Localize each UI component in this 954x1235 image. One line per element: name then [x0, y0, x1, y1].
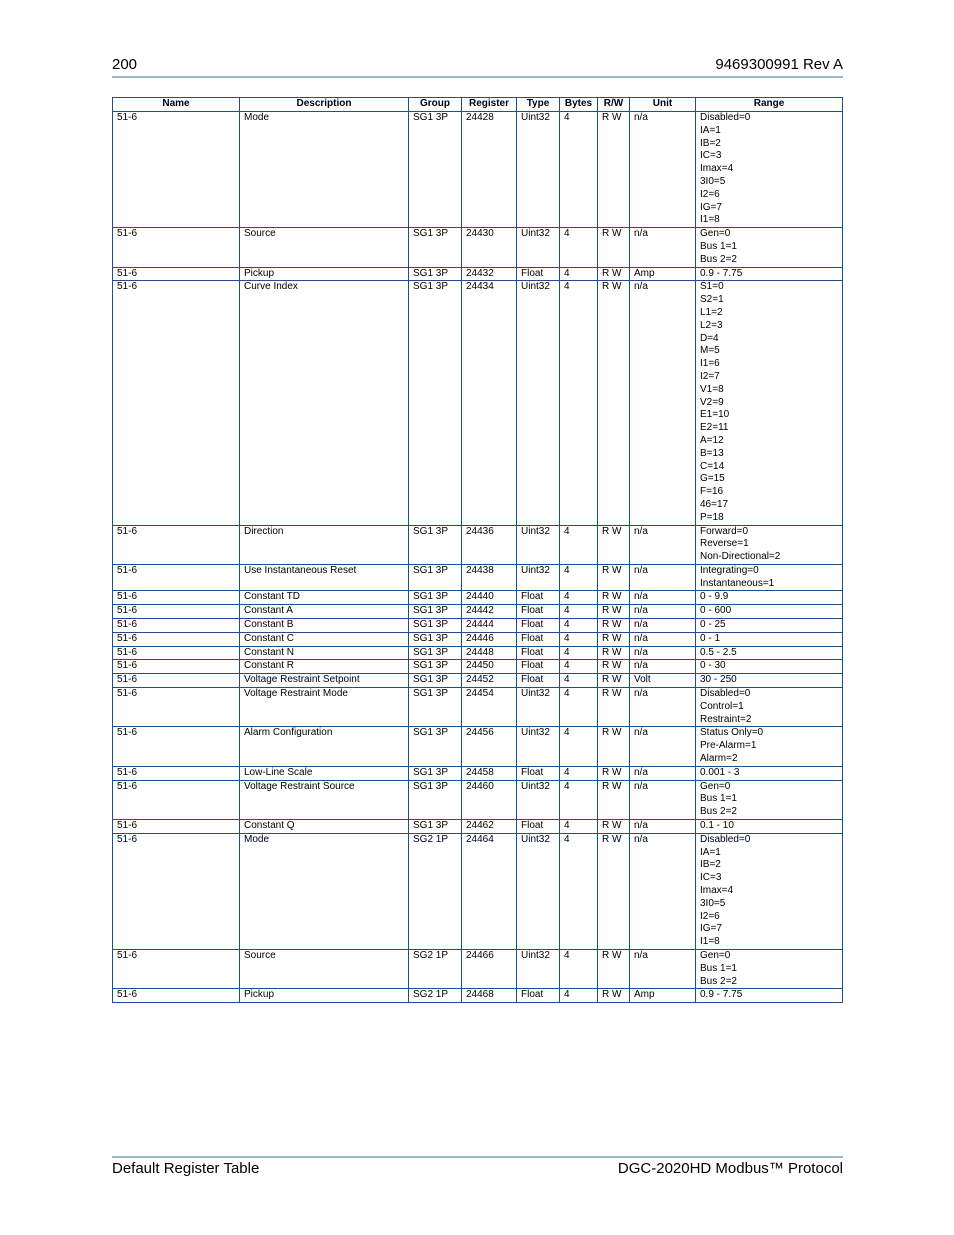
- cell-bytes: 4: [560, 525, 598, 564]
- range-value: 0.9 - 7.75: [700, 989, 743, 1001]
- range-value: V1=8: [700, 383, 724, 395]
- cell-unit: n/a: [630, 950, 696, 989]
- cell-range: [696, 727, 843, 766]
- cell-type: Float: [517, 989, 560, 1003]
- cell-rw: R W: [598, 989, 630, 1003]
- table-row: [113, 660, 843, 674]
- range-value: 3I0=5: [700, 175, 726, 187]
- range-value: G=15: [700, 473, 725, 485]
- cell-bytes: 4: [560, 619, 598, 633]
- cell-group: SG1 3P: [409, 660, 462, 674]
- register-table: [112, 97, 843, 1003]
- cell-range: [696, 989, 843, 1003]
- header-rule: [112, 76, 843, 78]
- range-value: IA=1: [700, 124, 721, 136]
- cell-register: 24466: [462, 950, 517, 989]
- range-value: 0 - 600: [700, 605, 732, 617]
- cell-type: Uint32: [517, 833, 560, 949]
- table-row: [113, 228, 843, 267]
- cell-unit: n/a: [630, 605, 696, 619]
- cell-bytes: 4: [560, 228, 598, 267]
- cell-type: Uint32: [517, 780, 560, 819]
- range-value: L2=3: [700, 319, 723, 331]
- column-header: Bytes: [560, 98, 598, 112]
- cell-range: [696, 833, 843, 949]
- range-value: IG=7: [700, 201, 722, 213]
- range-value: 46=17: [700, 498, 729, 510]
- page-number: 200: [112, 56, 138, 73]
- cell-type: Float: [517, 646, 560, 660]
- table-row: [113, 950, 843, 989]
- table-row: [113, 605, 843, 619]
- cell-range: [696, 525, 843, 564]
- cell-rw: R W: [598, 112, 630, 228]
- range-value: Imax=4: [700, 163, 734, 175]
- cell-range: [696, 564, 843, 591]
- cell-range: [696, 766, 843, 780]
- cell-name: 51-6: [113, 766, 240, 780]
- column-header: R/W: [598, 98, 630, 112]
- table-row: [113, 632, 843, 646]
- table-row: [113, 766, 843, 780]
- cell-bytes: 4: [560, 766, 598, 780]
- cell-rw: R W: [598, 525, 630, 564]
- range-value: F=16: [700, 486, 724, 498]
- cell-register: 24462: [462, 820, 517, 834]
- cell-name: 51-6: [113, 619, 240, 633]
- cell-description: Voltage Restraint Setpoint: [240, 674, 409, 688]
- range-value: E1=10: [700, 409, 730, 421]
- range-value: IA=1: [700, 846, 721, 858]
- cell-type: Float: [517, 605, 560, 619]
- range-value: S1=0: [700, 281, 724, 293]
- range-value: Bus 1=1: [700, 240, 737, 252]
- cell-unit: n/a: [630, 228, 696, 267]
- cell-type: Uint32: [517, 688, 560, 727]
- cell-register: 24436: [462, 525, 517, 564]
- cell-group: SG2 1P: [409, 833, 462, 949]
- cell-register: 24468: [462, 989, 517, 1003]
- cell-register: 24450: [462, 660, 517, 674]
- cell-type: Float: [517, 674, 560, 688]
- table-row: [113, 564, 843, 591]
- cell-register: 24432: [462, 267, 517, 281]
- page-footer: [112, 1160, 843, 1180]
- cell-group: SG1 3P: [409, 267, 462, 281]
- cell-name: 51-6: [113, 660, 240, 674]
- cell-name: 51-6: [113, 591, 240, 605]
- cell-type: Uint32: [517, 281, 560, 525]
- cell-name: 51-6: [113, 820, 240, 834]
- cell-name: 51-6: [113, 112, 240, 228]
- cell-type: Float: [517, 267, 560, 281]
- cell-type: Float: [517, 660, 560, 674]
- cell-register: 24430: [462, 228, 517, 267]
- cell-range: [696, 632, 843, 646]
- cell-register: 24428: [462, 112, 517, 228]
- range-value: A=12: [700, 434, 724, 446]
- cell-unit: Amp: [630, 989, 696, 1003]
- cell-description: Pickup: [240, 989, 409, 1003]
- cell-unit: n/a: [630, 619, 696, 633]
- cell-range: [696, 950, 843, 989]
- footer-section-title: Default Register Table: [112, 1160, 260, 1177]
- table-header-row: [113, 98, 843, 112]
- range-value: Disabled=0: [700, 112, 751, 123]
- cell-group: SG1 3P: [409, 780, 462, 819]
- cell-group: SG1 3P: [409, 632, 462, 646]
- range-value: 0.001 - 3: [700, 766, 740, 778]
- cell-range: [696, 660, 843, 674]
- cell-description: Constant B: [240, 619, 409, 633]
- table-row: [113, 281, 843, 525]
- cell-description: Direction: [240, 525, 409, 564]
- cell-register: 24438: [462, 564, 517, 591]
- cell-name: 51-6: [113, 525, 240, 564]
- cell-register: 24440: [462, 591, 517, 605]
- cell-register: 24442: [462, 605, 517, 619]
- range-value: 0.1 - 10: [700, 820, 734, 832]
- cell-bytes: 4: [560, 605, 598, 619]
- cell-bytes: 4: [560, 950, 598, 989]
- cell-description: Constant R: [240, 660, 409, 674]
- range-value: M=5: [700, 345, 720, 357]
- cell-group: SG1 3P: [409, 674, 462, 688]
- cell-range: [696, 281, 843, 525]
- cell-name: 51-6: [113, 564, 240, 591]
- cell-group: SG2 1P: [409, 989, 462, 1003]
- range-value: Control=1: [700, 700, 744, 712]
- cell-unit: n/a: [630, 688, 696, 727]
- cell-bytes: 4: [560, 660, 598, 674]
- range-value: I2=6: [700, 188, 720, 200]
- cell-unit: n/a: [630, 766, 696, 780]
- range-value: Non-Directional=2: [700, 551, 781, 563]
- cell-unit: n/a: [630, 820, 696, 834]
- range-value: 3I0=5: [700, 897, 726, 909]
- range-value: IB=2: [700, 859, 721, 871]
- column-header: Register: [462, 98, 517, 112]
- cell-group: SG2 1P: [409, 950, 462, 989]
- table-row: [113, 591, 843, 605]
- cell-bytes: 4: [560, 674, 598, 688]
- cell-rw: R W: [598, 950, 630, 989]
- range-value: I2=6: [700, 910, 720, 922]
- range-value: B=13: [700, 447, 724, 459]
- range-value: 0 - 25: [700, 619, 726, 631]
- cell-name: 51-6: [113, 267, 240, 281]
- cell-register: 24434: [462, 281, 517, 525]
- cell-range: [696, 646, 843, 660]
- cell-unit: n/a: [630, 564, 696, 591]
- cell-rw: R W: [598, 281, 630, 525]
- cell-register: 24444: [462, 619, 517, 633]
- range-value: Bus 1=1: [700, 962, 737, 974]
- cell-range: [696, 112, 843, 228]
- cell-name: 51-6: [113, 950, 240, 989]
- range-value: E2=11: [700, 422, 729, 434]
- column-header: Group: [409, 98, 462, 112]
- range-value: Reverse=1: [700, 538, 749, 550]
- range-value: IB=2: [700, 137, 721, 149]
- cell-bytes: 4: [560, 688, 598, 727]
- cell-bytes: 4: [560, 727, 598, 766]
- range-value: Instantaneous=1: [700, 577, 775, 589]
- cell-unit: n/a: [630, 281, 696, 525]
- cell-unit: Volt: [630, 674, 696, 688]
- cell-register: 24460: [462, 780, 517, 819]
- cell-description: Voltage Restraint Mode: [240, 688, 409, 727]
- cell-rw: R W: [598, 780, 630, 819]
- cell-name: 51-6: [113, 605, 240, 619]
- cell-group: SG1 3P: [409, 228, 462, 267]
- cell-rw: R W: [598, 591, 630, 605]
- cell-bytes: 4: [560, 632, 598, 646]
- footer-document-title: DGC-2020HD Modbus™ Protocol: [617, 1160, 843, 1177]
- range-value: Imax=4: [700, 885, 734, 897]
- cell-bytes: 4: [560, 820, 598, 834]
- cell-group: SG1 3P: [409, 766, 462, 780]
- cell-type: Float: [517, 632, 560, 646]
- range-value: I1=8: [700, 214, 720, 226]
- range-value: 0.5 - 2.5: [700, 646, 737, 658]
- cell-unit: n/a: [630, 780, 696, 819]
- cell-name: 51-6: [113, 674, 240, 688]
- cell-register: 24454: [462, 688, 517, 727]
- cell-rw: R W: [598, 766, 630, 780]
- cell-rw: R W: [598, 727, 630, 766]
- range-value: 0 - 9.9: [700, 591, 729, 603]
- range-value: S2=1: [700, 294, 724, 306]
- cell-type: Float: [517, 820, 560, 834]
- cell-description: Constant A: [240, 605, 409, 619]
- cell-register: 24456: [462, 727, 517, 766]
- cell-bytes: 4: [560, 267, 598, 281]
- cell-group: SG1 3P: [409, 525, 462, 564]
- cell-description: Voltage Restraint Source: [240, 780, 409, 819]
- range-value: Pre-Alarm=1: [700, 740, 757, 752]
- cell-unit: Amp: [630, 267, 696, 281]
- range-value: IC=3: [700, 150, 722, 162]
- cell-rw: R W: [598, 674, 630, 688]
- cell-register: 24458: [462, 766, 517, 780]
- cell-rw: R W: [598, 660, 630, 674]
- cell-bytes: 4: [560, 112, 598, 228]
- cell-description: Pickup: [240, 267, 409, 281]
- cell-bytes: 4: [560, 591, 598, 605]
- cell-rw: R W: [598, 833, 630, 949]
- column-header: Name: [113, 98, 240, 112]
- document-number: 9469300991 Rev A: [715, 56, 843, 73]
- table-row: [113, 267, 843, 281]
- table-body: [113, 112, 843, 1003]
- cell-name: 51-6: [113, 228, 240, 267]
- range-value: Gen=0: [700, 950, 731, 961]
- range-value: P=18: [700, 511, 724, 523]
- cell-type: Uint32: [517, 564, 560, 591]
- cell-group: SG1 3P: [409, 688, 462, 727]
- cell-name: 51-6: [113, 688, 240, 727]
- cell-type: Float: [517, 766, 560, 780]
- range-value: Disabled=0: [700, 688, 751, 700]
- cell-name: 51-6: [113, 727, 240, 766]
- range-value: I1=6: [700, 358, 720, 370]
- table-row: [113, 112, 843, 228]
- range-value: I1=8: [700, 936, 720, 948]
- cell-name: 51-6: [113, 281, 240, 525]
- cell-register: 24464: [462, 833, 517, 949]
- cell-group: SG1 3P: [409, 112, 462, 228]
- cell-name: 51-6: [113, 632, 240, 646]
- cell-description: Low-Line Scale: [240, 766, 409, 780]
- cell-rw: R W: [598, 605, 630, 619]
- cell-description: Mode: [240, 833, 409, 949]
- cell-range: [696, 228, 843, 267]
- range-value: Bus 1=1: [700, 793, 737, 805]
- cell-register: 24448: [462, 646, 517, 660]
- cell-rw: R W: [598, 564, 630, 591]
- range-value: 0.9 - 7.75: [700, 267, 743, 279]
- table-row: [113, 989, 843, 1003]
- range-value: Status Only=0: [700, 727, 764, 739]
- table-row: [113, 525, 843, 564]
- cell-range: [696, 619, 843, 633]
- cell-rw: R W: [598, 228, 630, 267]
- cell-description: Alarm Configuration: [240, 727, 409, 766]
- range-value: 0 - 1: [700, 632, 721, 644]
- table-row: [113, 646, 843, 660]
- cell-group: SG1 3P: [409, 605, 462, 619]
- cell-rw: R W: [598, 619, 630, 633]
- cell-register: 24452: [462, 674, 517, 688]
- cell-name: 51-6: [113, 833, 240, 949]
- cell-group: SG1 3P: [409, 727, 462, 766]
- cell-range: [696, 780, 843, 819]
- range-value: 30 - 250: [700, 674, 737, 686]
- cell-description: Source: [240, 950, 409, 989]
- cell-name: 51-6: [113, 989, 240, 1003]
- table-row: [113, 619, 843, 633]
- footer-rule: [112, 1156, 843, 1158]
- cell-range: [696, 688, 843, 727]
- cell-unit: n/a: [630, 525, 696, 564]
- cell-group: SG1 3P: [409, 619, 462, 633]
- cell-bytes: 4: [560, 989, 598, 1003]
- cell-unit: n/a: [630, 632, 696, 646]
- cell-unit: n/a: [630, 112, 696, 228]
- range-value: IG=7: [700, 923, 722, 935]
- cell-description: Source: [240, 228, 409, 267]
- range-value: 0 - 30: [700, 660, 726, 672]
- cell-description: Use Instantaneous Reset: [240, 564, 409, 591]
- cell-type: Float: [517, 591, 560, 605]
- range-value: I2=7: [700, 370, 720, 382]
- table-row: [113, 780, 843, 819]
- range-value: Alarm=2: [700, 753, 738, 765]
- cell-type: Uint32: [517, 112, 560, 228]
- range-value: Restraint=2: [700, 713, 752, 725]
- cell-range: [696, 605, 843, 619]
- cell-rw: R W: [598, 688, 630, 727]
- cell-unit: n/a: [630, 660, 696, 674]
- cell-type: Uint32: [517, 525, 560, 564]
- column-header: Unit: [630, 98, 696, 112]
- range-value: Gen=0: [700, 228, 731, 240]
- range-value: Bus 2=2: [700, 806, 737, 818]
- cell-group: SG1 3P: [409, 281, 462, 525]
- column-header: Type: [517, 98, 560, 112]
- cell-unit: n/a: [630, 727, 696, 766]
- range-value: Integrating=0: [700, 564, 759, 576]
- table-row: [113, 688, 843, 727]
- cell-rw: R W: [598, 267, 630, 281]
- column-header: Range: [696, 98, 843, 112]
- cell-register: 24446: [462, 632, 517, 646]
- cell-group: SG1 3P: [409, 564, 462, 591]
- cell-rw: R W: [598, 646, 630, 660]
- range-value: D=4: [700, 332, 719, 344]
- cell-description: Constant N: [240, 646, 409, 660]
- range-value: Disabled=0: [700, 833, 751, 845]
- range-value: IC=3: [700, 872, 722, 884]
- range-value: C=14: [700, 460, 725, 472]
- cell-description: Constant TD: [240, 591, 409, 605]
- cell-type: Uint32: [517, 228, 560, 267]
- cell-range: [696, 591, 843, 605]
- range-value: L1=2: [700, 306, 723, 318]
- cell-group: SG1 3P: [409, 591, 462, 605]
- cell-range: [696, 820, 843, 834]
- range-value: Bus 2=2: [700, 975, 737, 987]
- cell-description: Constant C: [240, 632, 409, 646]
- cell-bytes: 4: [560, 564, 598, 591]
- table-row: [113, 820, 843, 834]
- cell-description: Mode: [240, 112, 409, 228]
- cell-description: Constant Q: [240, 820, 409, 834]
- cell-description: Curve Index: [240, 281, 409, 525]
- range-value: Gen=0: [700, 780, 731, 792]
- cell-type: Float: [517, 619, 560, 633]
- cell-unit: n/a: [630, 833, 696, 949]
- cell-rw: R W: [598, 820, 630, 834]
- cell-group: SG1 3P: [409, 820, 462, 834]
- cell-unit: n/a: [630, 591, 696, 605]
- range-value: Bus 2=2: [700, 253, 737, 265]
- table-row: [113, 674, 843, 688]
- cell-bytes: 4: [560, 646, 598, 660]
- cell-bytes: 4: [560, 780, 598, 819]
- cell-bytes: 4: [560, 281, 598, 525]
- cell-range: [696, 267, 843, 281]
- cell-name: 51-6: [113, 646, 240, 660]
- cell-rw: R W: [598, 632, 630, 646]
- page-header: [112, 56, 843, 76]
- cell-name: 51-6: [113, 780, 240, 819]
- cell-group: SG1 3P: [409, 646, 462, 660]
- column-header: Description: [240, 98, 409, 112]
- cell-unit: n/a: [630, 646, 696, 660]
- range-value: Forward=0: [700, 525, 749, 537]
- table-row: [113, 727, 843, 766]
- cell-type: Uint32: [517, 950, 560, 989]
- cell-bytes: 4: [560, 833, 598, 949]
- table-row: [113, 833, 843, 949]
- cell-type: Uint32: [517, 727, 560, 766]
- cell-range: [696, 674, 843, 688]
- range-value: V2=9: [700, 396, 724, 408]
